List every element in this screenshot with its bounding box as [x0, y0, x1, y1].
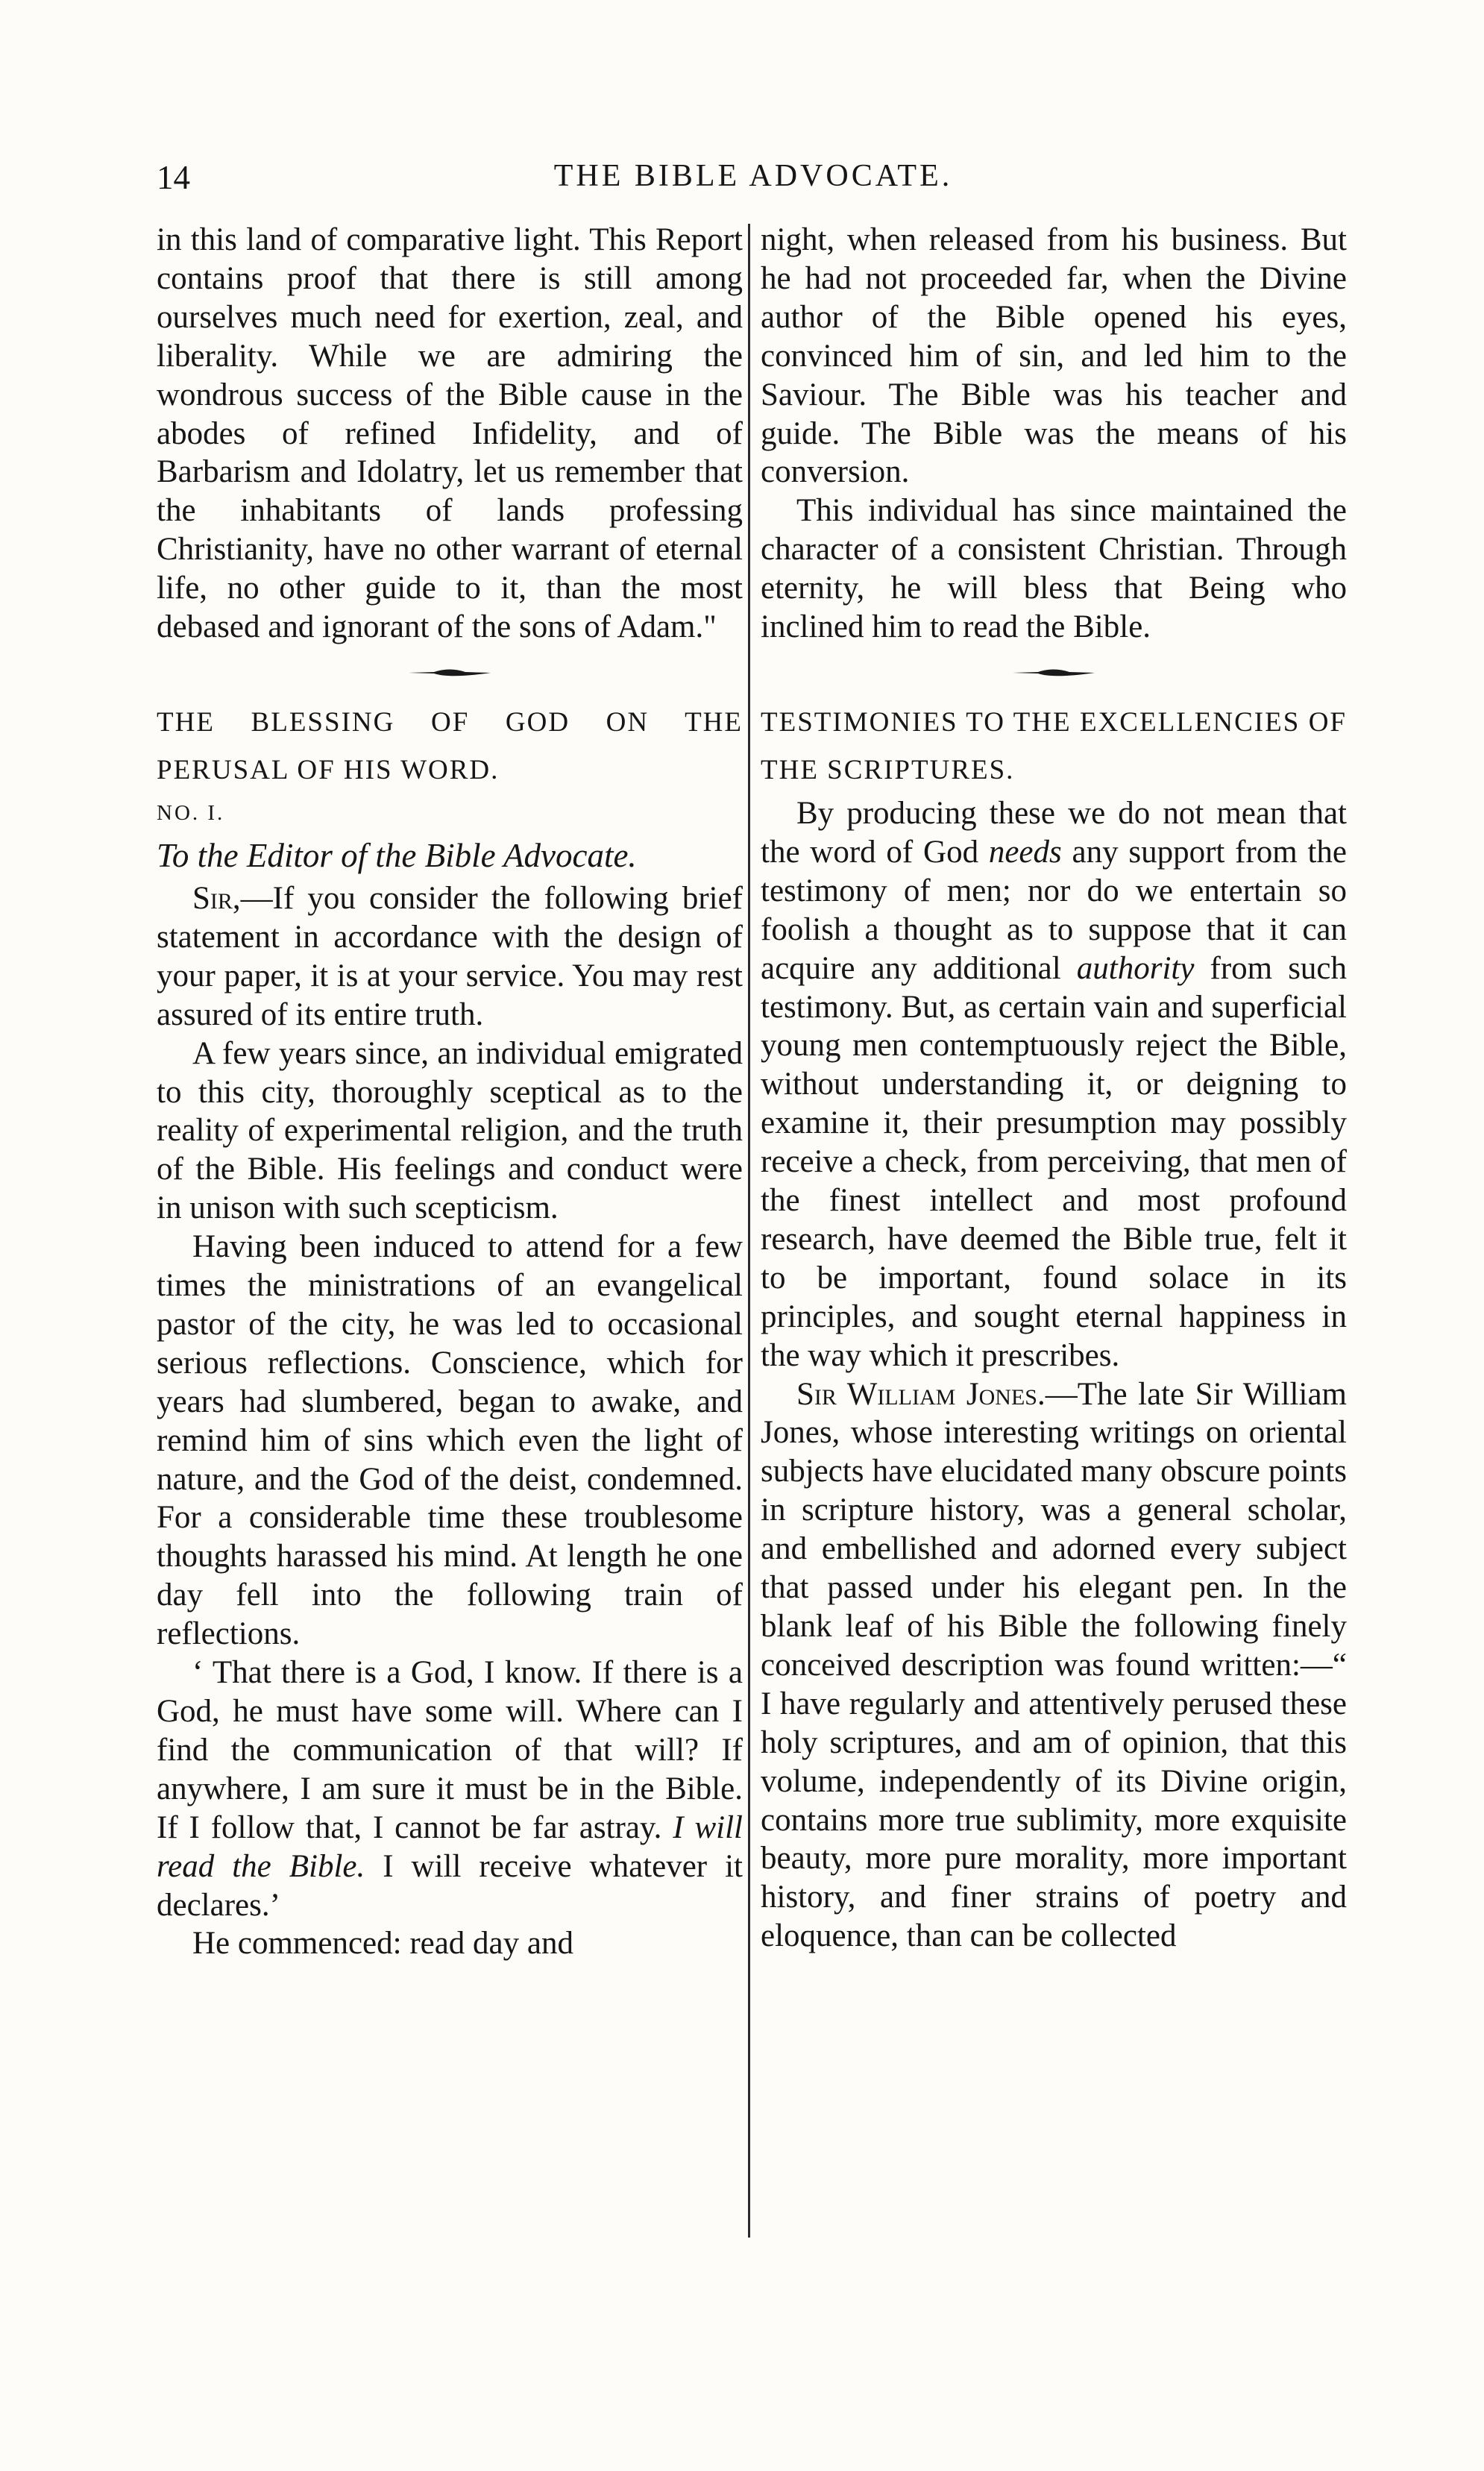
column-divider [748, 224, 750, 2238]
page-number: 14 [157, 159, 190, 196]
running-title: THE BIBLE ADVOCATE. [553, 159, 953, 193]
left-column [157, 221, 743, 1963]
right-column [761, 221, 1347, 1956]
section-ornament [157, 647, 743, 699]
paragraph: Sir William Jones.—The late Sir William Jones, whose interesting writings on oriental subjects have elucidated many obscure points in scripture history, was a general scholar, and embellished and adorned every subject that passed under his elegant pen. In the blank leaf of his Bible the following finely conceived description was found written:—“ I have regularly and attentively perused these holy scriptures, and am of opinion, that this volume, independently of its Divine origin, contains more true sublimity, more exquisite beauty, more pure morality, more important history, and finer strains of poetry and eloquence, than can be collected [761, 1376, 1347, 1954]
section-title: THE BLESSING OF GOD ON THE PERUSAL OF HIS WORD. [157, 706, 743, 785]
paragraph: He commenced: read day and [192, 1926, 573, 1962]
paragraph: A few years since, an individual emigrated to this city, thoroughly sceptical as to the reality of experimental religion, and the truth of the Bible. His feelings and conduct were in unison with such scepticism. [157, 1035, 743, 1226]
section-title: TESTIMONIES TO THE EXCELLENCIES OF THE SCRIPTURES. [761, 706, 1347, 785]
person-name: Sir William Jones. [796, 1376, 1046, 1412]
emphasis: I will read the Bible. [157, 1809, 743, 1884]
continuation-paragraph: night, when released from his business. But he had not proceeded far, when the Divine author of the Bible opened his eyes, convinced him of sin, and led him to the Saviour. The Bible was his teacher and guide. The Bible was the means of his conversion. [761, 222, 1347, 490]
paragraph: By producing these we do not mean that the word of God needs any support from the testimony of men; nor do we entertain so foolish a thought as to suppose that it can acquire any additional authority from such testimony. But, as certain vain and superficial young men contemptuously reject the Bible, without understanding it, or deigning to examine it, their presumption may possibly receive a check, from perceiving, that men of the finest intellect and most profound research, have deemed the Bible true, felt it to be important, found solace in its principles, and sought eternal happiness in the way which it prescribes. [761, 795, 1348, 1373]
paragraph: This individual has since maintained the character of a consistent Christian. Through eternity, he will bless that Being who inclined him to read the Bible. [761, 493, 1347, 645]
paragraph: Sir,—If you consider the following brief statement in accordance with the design of your paper, it is at your service. You may rest assured of its entire truth. [157, 880, 743, 1032]
paragraph: ‘ That there is a God, I know. If there is a God, he must have some will. Where can I find the communication of that will? If anywhere, I am sure it must be in the Bible. If I follow that, I cannot be far astray. I will read the Bible. I will receive whatever it declares.’ [157, 1655, 743, 1923]
intro-paragraph: in this land of comparative light. This Report contains proof that there is still among ourselves much need for exertion, zeal, and liberality. While we are admiring the wondrous success of the Bible cause in the abodes of refined Infidelity, and of Barbarism and Idolatry, let us remember that the inhabitants of lands professing Christianity, have no other warrant of eternal life, no other guide to it, than the most debased and ignorant of the sons of Adam." [157, 222, 743, 645]
emphasis: authority [1076, 950, 1195, 986]
editor-address: To the Editor of the Bible Advocate. [157, 836, 637, 874]
section-number: NO. I. [157, 800, 225, 825]
section-ornament [761, 647, 1347, 699]
ornament-rule-icon [1013, 668, 1095, 678]
running-head [157, 158, 1350, 203]
ornament-rule-icon [409, 668, 491, 678]
emphasis: needs [988, 834, 1062, 870]
paragraph: Having been induced to attend for a few times the ministrations of an evangelical pastor of the city, he was led to occasional serious reflections. Conscience, which for years had slumbered, began to awake, and remind him of sins which even the light of nature, and the God of the deist, condemned. For a considerable time these troublesome thoughts harassed his mind. At length he one day fell into the following train of reflections. [157, 1229, 743, 1652]
salutation: Sir, [192, 880, 241, 916]
